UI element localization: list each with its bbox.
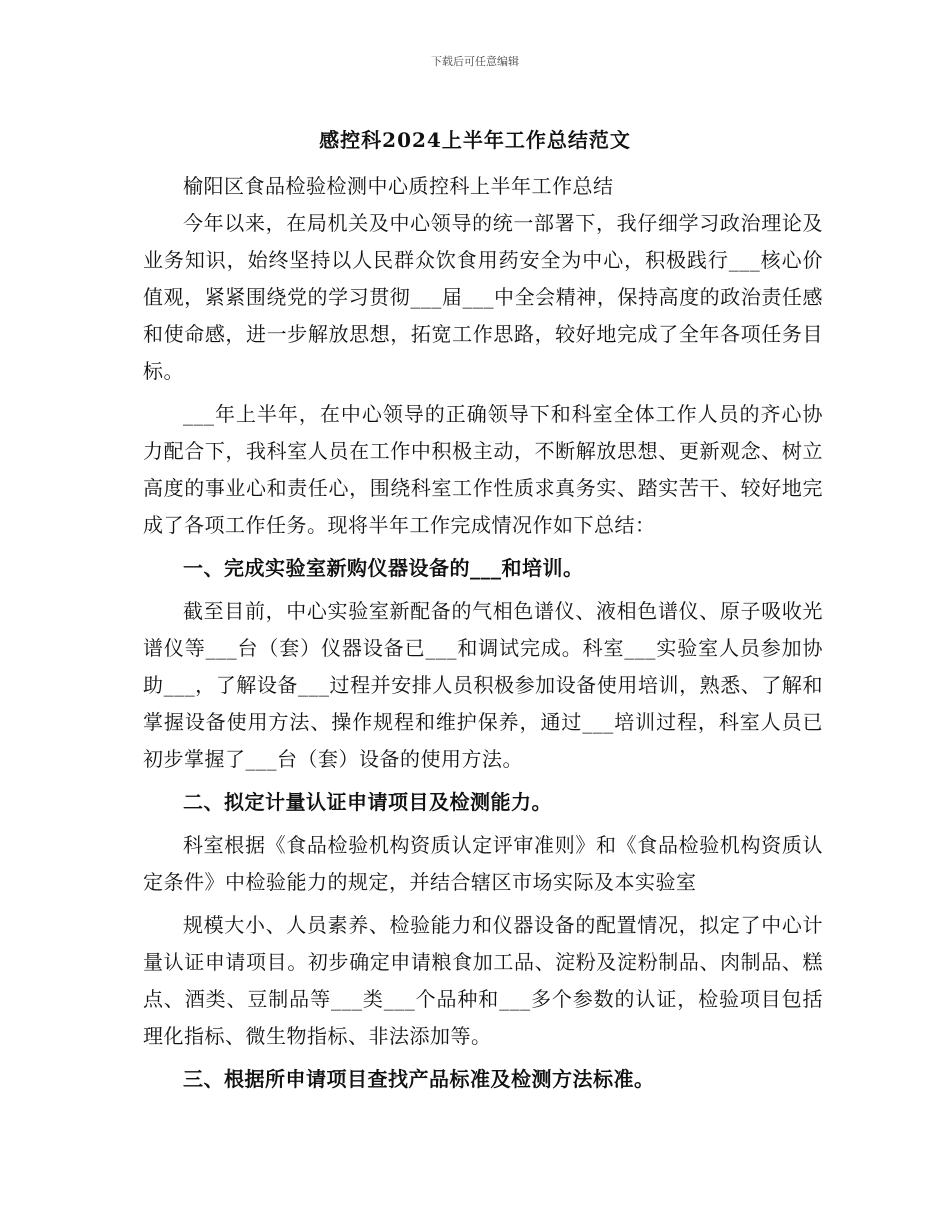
document-body <box>143 168 823 1098</box>
document-subtitle: 榆阳区食品检验检测中心质控科上半年工作总结 <box>183 174 614 198</box>
document-title: 感控科2024上半年工作总结范文 <box>319 128 631 152</box>
section-heading-3: 三、根据所申请项目查找产品标准及检测方法标准。 <box>183 1067 655 1091</box>
paragraph-intro: 今年以来，在局机关及中心领导的统一部署下，我仔细学习政治理论及业务知识，始终坚持以人民群众饮食用药安全为中心，积极践行___核心价值观，紧紧围绕党的学习贯彻___届___中全会精神，保持高度的政治责任感和使命感，进一步解放思想，拓宽工作思路，较好地完成了全年各项任务目标。 <box>143 211 823 383</box>
page-header: 下载后可任意编辑 <box>431 55 519 68</box>
section-paragraph-1: 截至目前，中心实验室新配备的气相色谱仪、液相色谱仪、原子吸收光谱仪等___台（套）仪器设备已___和调试完成。科室___实验室人员参加协助___，了解设备___过程并安排人员积极参加设备使用培训，熟悉、了解和掌握设备使用方法、操作规程和维护保养，通过___培训过程，科室人员已初步掌握了___台（套）设备的使用方法。 <box>143 599 823 771</box>
section-heading-1: 一、完成实验室新购仪器设备的___和培训。 <box>183 556 584 580</box>
section-paragraph-2a: 科室根据《食品检验机构资质认定评审准则》和《食品检验机构资质认定条件》中检验能力的规定，并结合辖区市场实际及本实验室 <box>143 833 823 894</box>
paragraph-overview: ___年上半年，在中心领导的正确领导下和科室全体工作人员的齐心协力配合下，我科室人员在工作中积极主动，不断解放思想、更新观念、树立高度的事业心和责任心，围绕科室工作性质求真务实、踏实苦干、较好地完成了各项工作任务。现将半年工作完成情况作如下总结： <box>143 402 823 537</box>
section-paragraph-2b: 规模大小、人员素养、检验能力和仪器设备的配置情况，拟定了中心计量认证申请项目。初步确定申请粮食加工品、淀粉及淀粉制品、肉制品、糕点、酒类、豆制品等___类___个品种和___多个参数的认证，检验项目包括理化指标、微生物指标、非法添加等。 <box>143 913 823 1048</box>
section-heading-2: 二、拟定计量认证申请项目及检测能力。 <box>183 790 552 814</box>
